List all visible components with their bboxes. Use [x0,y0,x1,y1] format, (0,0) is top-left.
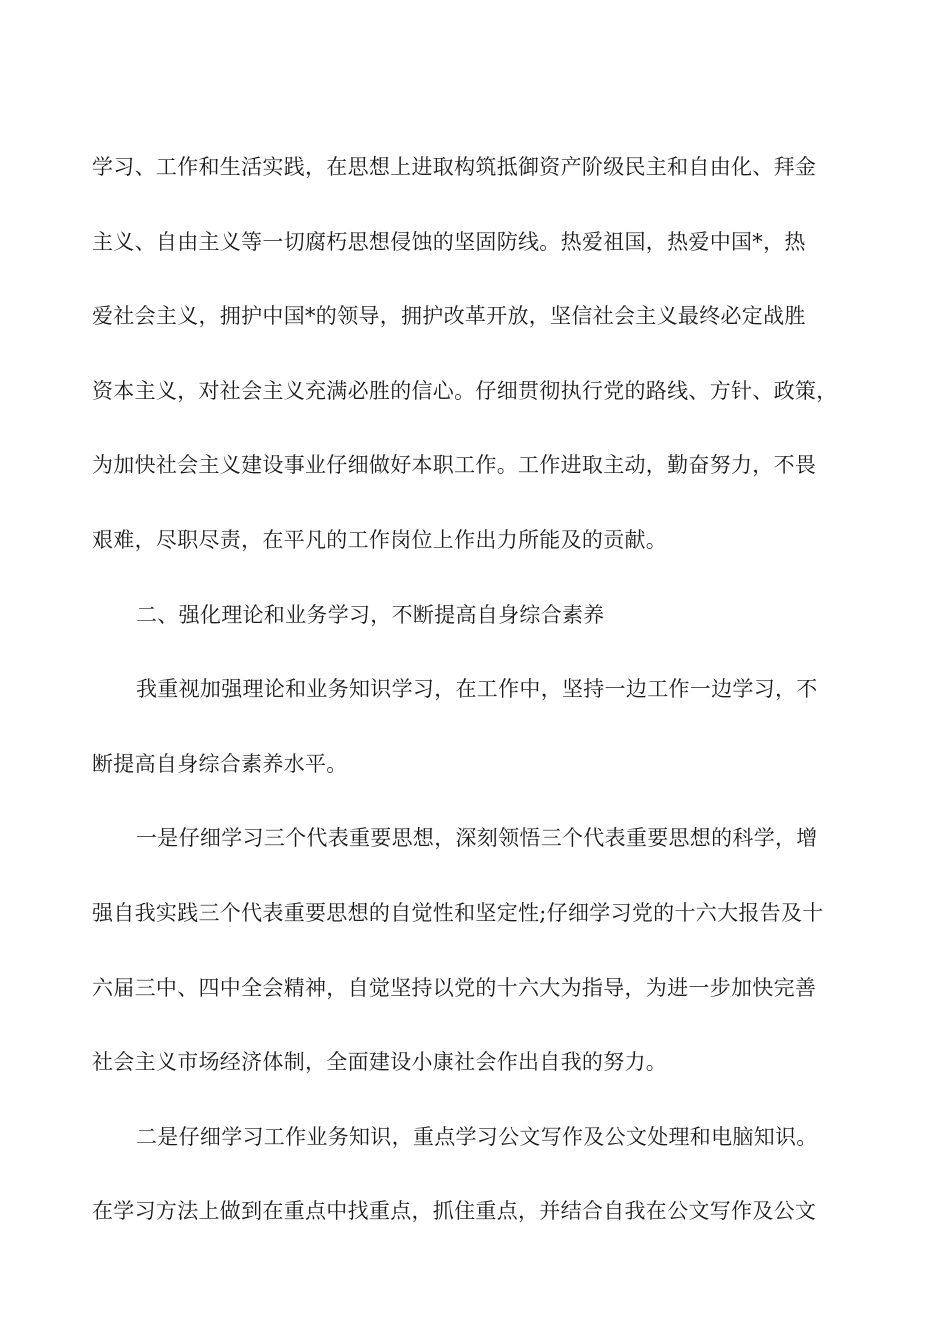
text-line: 断提高自身综合素养水平。 [92,751,348,776]
text-line: 爱社会主义，拥护中国*的领导，拥护改革开放，坚信社会主义最终必定战胜 [92,304,806,329]
text-line: 六届三中、四中全会精神，自觉坚持以党的十六大为指导，为进一步加快完善 [92,975,817,1000]
text-line: 学习、工作和生活实践，在思想上进取构筑抵御资产阶级民主和自由化、拜金 [92,155,817,179]
section-heading: 二、强化理论和业务学习，不断提高自身综合素养 [136,602,605,627]
text-line: 艰难，尽职尽责，在平凡的工作岗位上作出力所能及的贡献。 [92,527,668,552]
text-line: 强自我实践三个代表重要思想的自觉性和坚定性;仔细学习党的十六大报告及十 [92,900,824,925]
text-line: 在学习方法上做到在重点中找重点，抓住重点，并结合自我在公文写作及公文 [92,1199,817,1224]
text-line: 一是仔细学习三个代表重要思想，深刻领悟三个代表重要思想的科学，增 [136,826,818,851]
text-line: 主义、自由主义等一切腐朽思想侵蚀的坚固防线。热爱祖国，热爱中国*，热 [92,229,806,254]
text-line: 二是仔细学习工作业务知识，重点学习公文写作及公文处理和电脑知识。 [136,1124,818,1149]
document-body [92,130,862,1249]
text-line: 我重视加强理论和业务知识学习，在工作中，坚持一边工作一边学习，不 [136,677,818,702]
text-line: 资本主义，对社会主义充满必胜的信心。仔细贯彻执行党的路线、方针、政策， [92,378,838,403]
text-line: 社会主义市场经济体制，全面建设小康社会作出自我的努力。 [92,1050,668,1075]
text-line: 为加快社会主义建设事业仔细做好本职工作。工作进取主动，勤奋努力，不畏 [92,453,817,478]
